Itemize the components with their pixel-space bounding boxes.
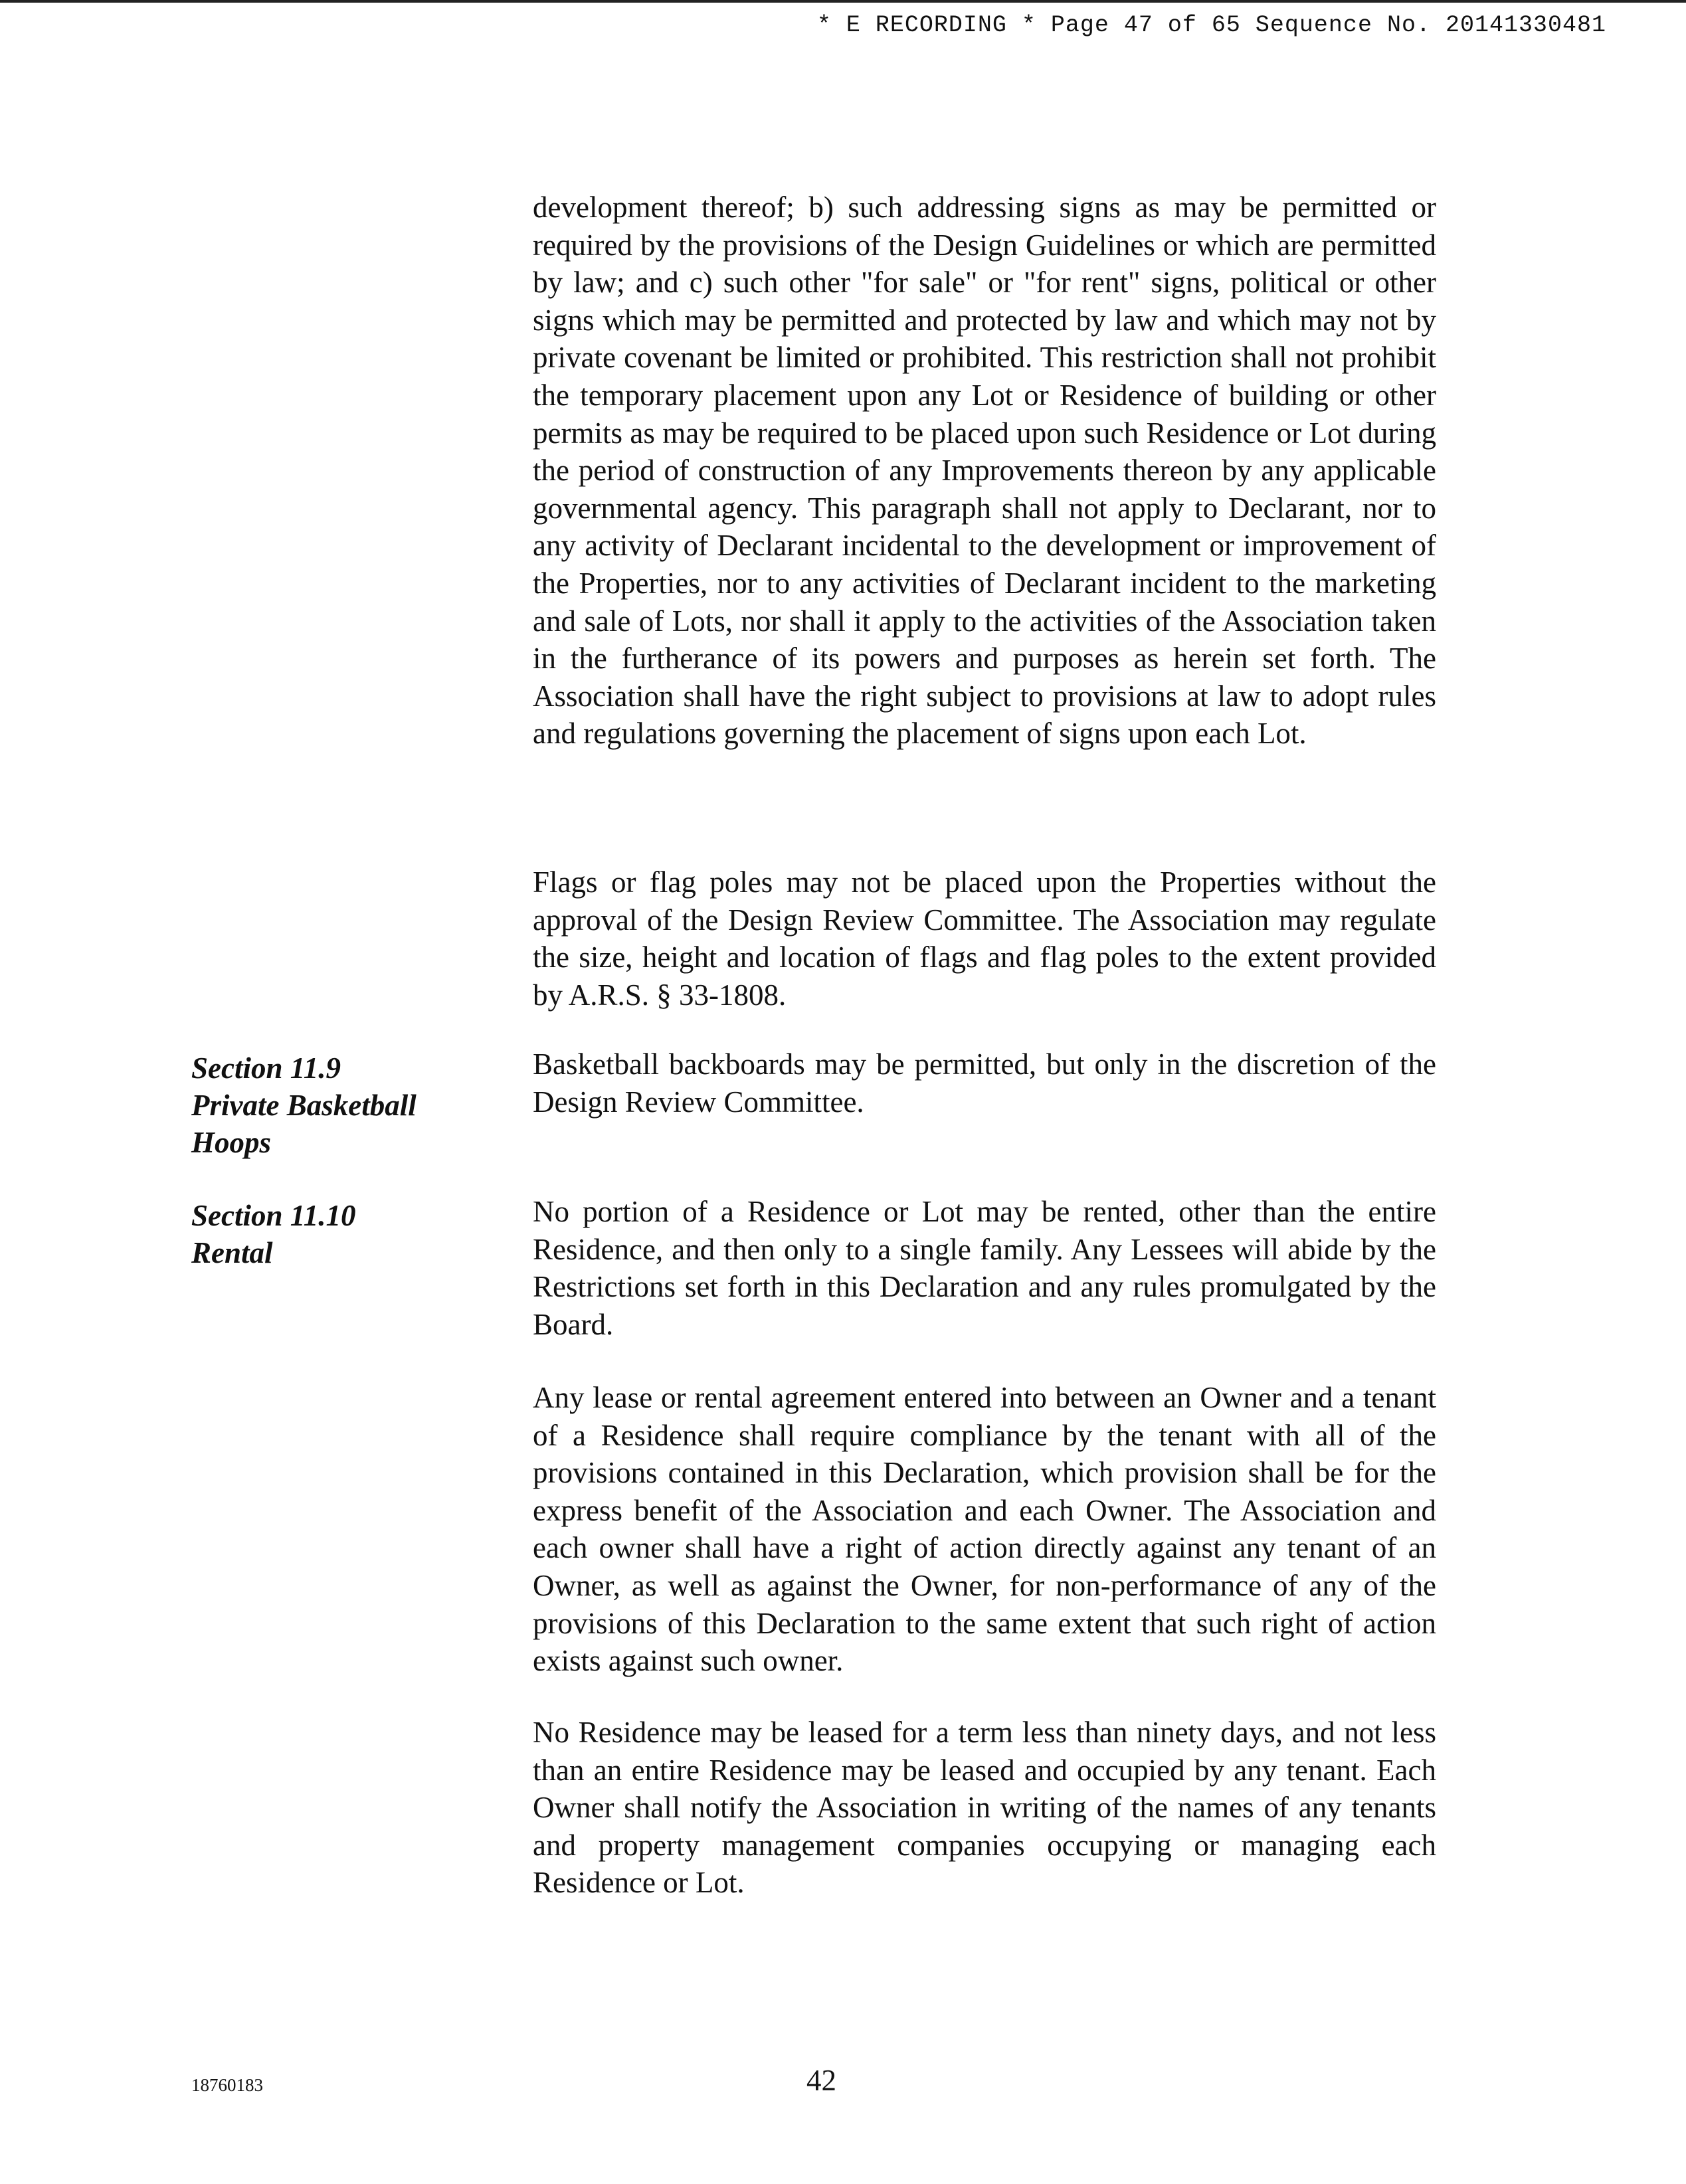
section-11-10-heading	[191, 1197, 356, 1271]
document-id: 18760183	[191, 2075, 263, 2095]
section-title-line: Rental	[191, 1236, 273, 1269]
recording-header: * E RECORDING * Page 47 of 65 Sequence No. 20141330481	[816, 12, 1606, 39]
paragraph-rental-3: No Residence may be leased for a term less than ninety days, and not less than an entire Residence may be leased and occupied by any tenant. Each Owner shall notify the Association in writing of the names of any tenants and property management companies occupying or managing each Residence or Lot.	[533, 1716, 1436, 1900]
section-number: Section 11.9	[191, 1051, 341, 1085]
section-11-9-heading	[191, 1049, 417, 1161]
section-title-line: Hoops	[191, 1126, 272, 1159]
paragraph-basketball: Basketball backboards may be permitted, but only in the discretion of the Design Review Committee.	[533, 1047, 1436, 1119]
top-border-line	[0, 0, 1686, 3]
page-number: 42	[806, 2064, 836, 2097]
paragraph-flags: Flags or flag poles may not be placed upon the Properties without the approval of the Design Review Committee. The Association may regulate the size, height and location of flags and flag poles to the extent provided by A.R.S. § 33-1808.	[533, 865, 1436, 1012]
paragraph-rental-1: No portion of a Residence or Lot may be rented, other than the entire Residence, and then only to a single family. Any Lessees will abide by the Restrictions set forth in this Declaration and any rules promulgated by the Board.	[533, 1195, 1436, 1341]
paragraph-signs-continued: development thereof; b) such addressing signs as may be permitted or required by the provisions of the Design Guidelines or which are permitted by law; and c) such other "for sale" or "for rent" signs, political or other signs which may be permitted and protected by law and which may not by private covenant be limited or prohibited. This restriction shall not prohibit the temporary placement upon any Lot or Residence of building or other permits as may be required to be placed upon such Residence or Lot during the period of construction of any Improvements thereon by any applicable governmental agency. This paragraph shall not apply to Declarant, nor to any activity of Declarant incidental to the development or improvement of the Properties, nor to any activities of Declarant incident to the marketing and sale of Lots, nor shall it apply to the activities of the Association taken in the furtherance of its powers and purposes as herein set forth. The Association shall have the right subject to provisions at law to adopt rules and regulations governing the placement of signs upon each Lot.	[533, 191, 1436, 751]
paragraph-rental-2: Any lease or rental agreement entered into between an Owner and a tenant of a Residence shall require compliance by the tenant with all of the provisions contained in this Declaration, which provision shall be for the express benefit of the Association and each Owner. The Association and each owner shall have a right of action directly against any tenant of an Owner, as well as against the Owner, for non-performance of any of the provisions of this Declaration to the same extent that such right of action exists against such owner.	[533, 1381, 1436, 1678]
section-title-line: Private Basketball	[191, 1089, 417, 1122]
section-number: Section 11.10	[191, 1199, 356, 1232]
